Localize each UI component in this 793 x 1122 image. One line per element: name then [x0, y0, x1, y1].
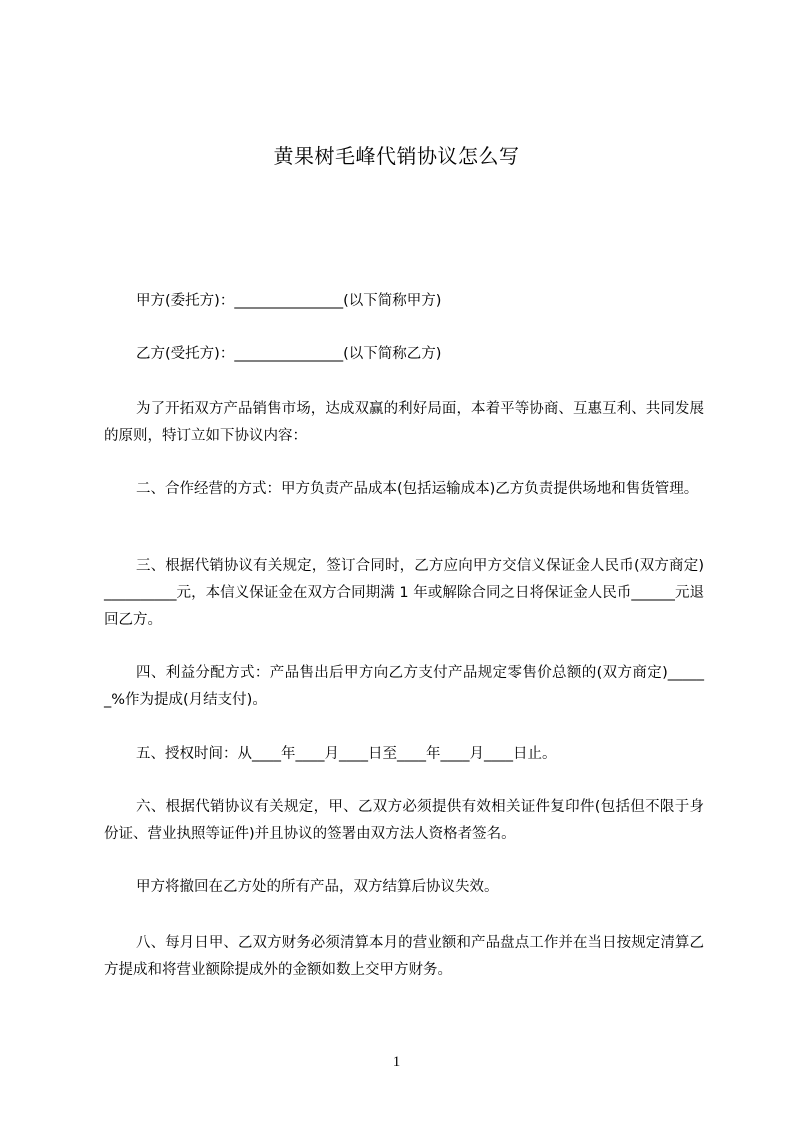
clause-8-paragraph: 八、每月日甲、乙双方财务必须清算本月的营业额和产品盘点工作并在当日按规定清算乙方提成和将营业额除提成外的金额如数上交甲方财务。 — [104, 935, 704, 978]
clause-6-paragraph: 六、根据代销协议有关规定，甲、乙双方必须提供有效相关证件复印件(包括但不限于身份证、营业执照等证件)并且协议的签署由双方法人资格者签名。 — [104, 799, 704, 842]
clause-3-paragraph: 三、根据代销协议有关规定，签订合同时，乙方应向甲方交信义保证金人民币(双方商定)__________元，本信义保证金在双方合同期满 1 年或解除合同之日将保证金人民币______元退回乙方。 — [104, 558, 704, 628]
clause-2-paragraph: 二、合作经营的方式：甲方负责产品成本(包括运输成本)乙方负责提供场地和售货管理。 — [136, 481, 699, 497]
party-b-line: 乙方(受托方)：_______________(以下简称乙方) — [136, 346, 442, 362]
document-title: 黄果树毛峰代销协议怎么写 — [273, 144, 520, 168]
clause-5-paragraph: 五、授权时间：从____年____月____日至____年____月____日止。 — [136, 746, 557, 762]
withdrawal-paragraph: 甲方将撤回在乙方处的所有产品，双方结算后协议失效。 — [136, 879, 499, 895]
party-a-line: 甲方(委托方)：_______________(以下简称甲方) — [136, 293, 442, 309]
clause-4-paragraph: 四、利益分配方式：产品售出后甲方向乙方支付产品规定零售价总额的(双方商定)______%作为提成(月结支付)。 — [104, 665, 704, 708]
intro-paragraph: 为了开拓双方产品销售市场，达成双赢的利好局面，本着平等协商、互惠互利、共同发展的原则，特订立如下协议内容： — [104, 401, 704, 444]
page-number: 1 — [392, 1054, 401, 1070]
